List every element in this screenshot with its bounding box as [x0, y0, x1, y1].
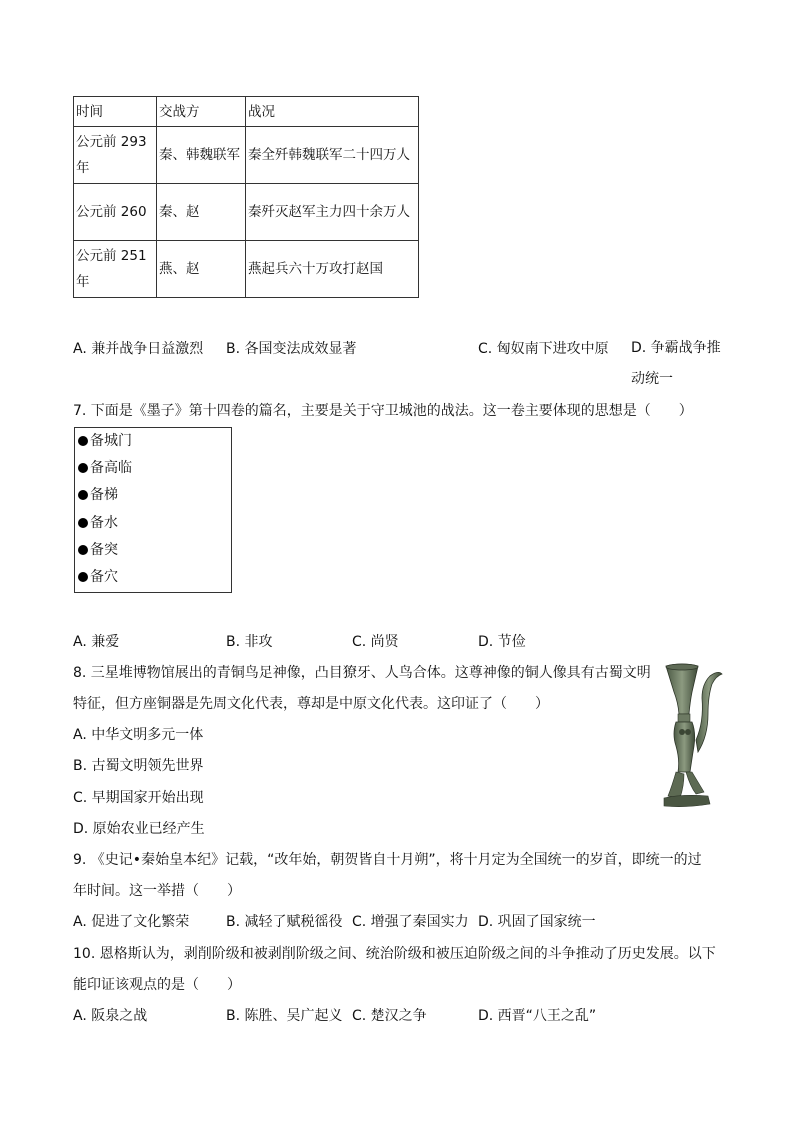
q8-option-a: A. 中华文明多元一体 — [73, 727, 204, 743]
q10-option-b: B. 陈胜、吴广起义 — [226, 1008, 343, 1024]
item-label: 备穴 — [90, 569, 118, 585]
q10-option-a: A. 阪泉之战 — [73, 1008, 148, 1024]
list-item — [78, 430, 132, 450]
bullet-icon — [78, 463, 88, 473]
table-header-row — [74, 97, 419, 127]
list-item — [78, 539, 118, 559]
q9-stem-line2: 年时间。这一举措（ ） — [73, 883, 241, 899]
cell-result: 燕起兵六十万攻打赵国 — [246, 241, 419, 298]
battle-table — [73, 96, 419, 298]
q6-option-c: C. 匈奴南下进攻中原 — [478, 341, 609, 357]
q9-option-b: B. 减轻了赋税徭役 — [226, 914, 343, 930]
header-sides: 交战方 — [157, 97, 246, 127]
q10-stem-line1: 10. 恩格斯认为，剥削阶级和被剥削阶级之间、统治阶级和被压迫阶级之间的斗争推动了历史发展。以下 — [73, 946, 716, 962]
q6-option-a: A. 兼并战争日益激烈 — [73, 341, 204, 357]
q8-option-d: D. 原始农业已经产生 — [73, 821, 205, 837]
cell-time: 公元前 293 年 — [74, 127, 157, 184]
header-result: 战况 — [246, 97, 419, 127]
q9-stem-line1: 9. 《史记•秦始皇本纪》记载，“改年始，朝贺皆自十月朔”，将十月定为全国统一的岁首，即统一的过 — [73, 852, 702, 868]
bullet-icon — [78, 572, 88, 582]
bullet-icon — [78, 490, 88, 500]
cell-sides: 秦、赵 — [157, 184, 246, 241]
q7-option-a: A. 兼爱 — [73, 634, 120, 650]
cell-sides: 燕、赵 — [157, 241, 246, 298]
item-label: 备城门 — [90, 433, 132, 449]
q10-option-d: D. 西晋“八王之乱” — [478, 1008, 597, 1024]
item-label: 备梯 — [90, 487, 118, 503]
list-item — [78, 457, 132, 477]
q9-option-d: D. 巩固了国家统一 — [478, 914, 596, 930]
list-item — [78, 484, 118, 504]
item-label: 备高临 — [90, 460, 132, 476]
list-item — [78, 512, 118, 532]
q9-option-a: A. 促进了文化繁荣 — [73, 914, 190, 930]
q8-option-c: C. 早期国家开始出现 — [73, 790, 204, 806]
q10-option-c: C. 楚汉之争 — [352, 1008, 427, 1024]
cell-result: 秦歼灭赵军主力四十余万人 — [246, 184, 419, 241]
cell-sides: 秦、韩魏联军 — [157, 127, 246, 184]
q9-option-c: C. 增强了秦国实力 — [352, 914, 469, 930]
q8-option-b: B. 古蜀文明领先世界 — [73, 758, 204, 774]
bullet-icon — [78, 436, 88, 446]
table-row — [74, 184, 419, 241]
table-row — [74, 241, 419, 298]
q6-option-d: D. 争霸战争推动统一 — [631, 340, 721, 387]
q6-option-b: B. 各国变法成效显著 — [226, 341, 357, 357]
q7-option-d: D. 节俭 — [478, 634, 526, 650]
q7-chapter-box — [74, 427, 232, 593]
cell-time: 公元前 251 年 — [74, 241, 157, 298]
bullet-icon — [78, 518, 88, 528]
q7-option-b: B. 非攻 — [226, 634, 273, 650]
item-label: 备突 — [90, 542, 118, 558]
bronze-statue-image — [662, 662, 726, 810]
cell-result: 秦全歼韩魏联军二十四万人 — [246, 127, 419, 184]
q7-option-c: C. 尚贤 — [352, 634, 399, 650]
header-time: 时间 — [74, 97, 157, 127]
q8-stem-line2: 特征，但方座铜器是先周文化代表，尊却是中原文化代表。这印证了（ ） — [73, 696, 549, 712]
item-label: 备水 — [90, 515, 118, 531]
cell-time: 公元前 260 — [74, 184, 157, 241]
list-item — [78, 566, 118, 586]
q8-stem-line1: 8. 三星堆博物馆展出的青铜鸟足神像，凸目獠牙、人鸟合体。这尊神像的铜人像具有古蜀文明 — [73, 665, 651, 681]
bullet-icon — [78, 545, 88, 555]
table-row — [74, 127, 419, 184]
q10-stem-line2: 能印证该观点的是（ ） — [73, 977, 241, 993]
q7-stem: 7. 下面是《墨子》第十四卷的篇名，主要是关于守卫城池的战法。这一卷主要体现的思想是（ ） — [73, 403, 693, 419]
